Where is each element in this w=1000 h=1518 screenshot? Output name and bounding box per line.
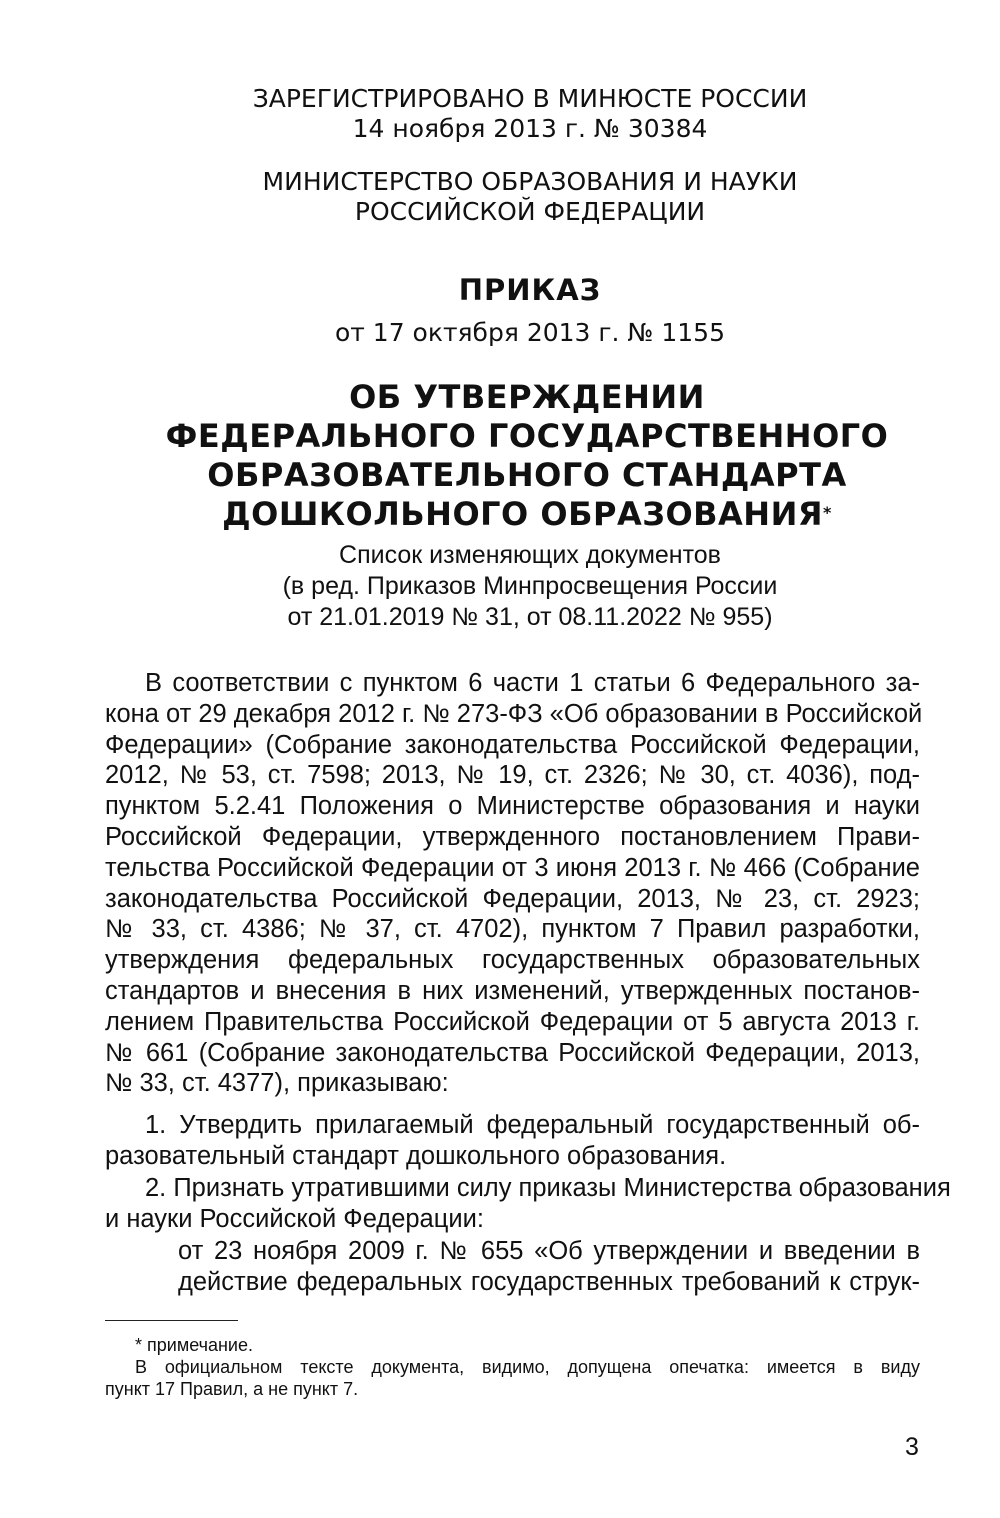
paragraph-line: № 661 (Собрание законодательства Российской Федерации, 2013, — [105, 1038, 920, 1067]
paragraph-line: кона от 29 декабря 2012 г. № 273-ФЗ «Об образовании в Российской — [105, 699, 923, 728]
paragraph-line: № 33, ст. 4377), приказываю: — [105, 1069, 449, 1098]
paragraph-line: утверждения федеральных государственных образовательных — [105, 946, 920, 975]
footnote-label: * примечание. — [135, 1335, 254, 1355]
changes-heading: Список изменяющих документов — [339, 541, 721, 569]
registration-number: 14 ноября 2013 г. № 30384 — [352, 114, 708, 143]
changes-list — [30, 540, 1000, 633]
changes-line: (в ред. Приказов Минпросвещения России — [282, 572, 778, 600]
footnote-divider — [105, 1320, 238, 1321]
order-item-2 — [105, 1173, 951, 1235]
item-line: действие федеральных государственных требований к струк- — [178, 1267, 920, 1296]
document-title — [27, 378, 1000, 534]
item-line: разовательный стандарт дошкольного образования. — [105, 1141, 727, 1170]
ministry-name — [30, 167, 1000, 227]
paragraph-line: лением Правительства Российской Федерации от 5 августа 2013 г. — [105, 1007, 920, 1036]
ministry-line: РОССИЙСКОЙ ФЕДЕРАЦИИ — [354, 197, 706, 226]
paragraph-line: Федерации» (Собрание законодательства Российской Федерации, — [105, 730, 920, 759]
paragraph-line: 2012, № 53, ст. 7598; 2013, № 19, ст. 2326; № 30, ст. 4036), под- — [105, 761, 920, 790]
order-date: от 17 октября 2013 г. № 1155 — [334, 318, 725, 347]
changes-line: от 21.01.2019 № 31, от 08.11.2022 № 955) — [287, 603, 773, 631]
title-line: ОБ УТВЕРЖДЕНИИ — [349, 378, 705, 416]
footnote-line: пункт 17 Правил, а не пункт 7. — [105, 1379, 359, 1399]
registration-stamp — [30, 84, 1000, 144]
paragraph-line: № 33, ст. 4386; № 37, ст. 4702), пунктом 7 Правил разработки, — [105, 915, 920, 944]
ministry-line: МИНИСТЕРСТВО ОБРАЗОВАНИЯ И НАУКИ — [262, 167, 798, 196]
paragraph-line: законодательства Российской Федерации, 2013, № 23, ст. 2923; — [105, 884, 920, 913]
item-line: 1. Утвердить прилагаемый федеральный государственный об- — [145, 1111, 920, 1139]
item-line: и науки Российской Федерации: — [105, 1204, 484, 1233]
order-item-2-subitem — [178, 1236, 920, 1298]
title-line: ДОШКОЛЬНОГО ОБРАЗОВАНИЯ — [222, 495, 823, 533]
title-line: ФЕДЕРАЛЬНОГО ГОСУДАРСТВЕННОГО — [165, 417, 889, 455]
registration-line: ЗАРЕГИСТРИРОВАНО В МИНЮСТЕ РОССИИ — [252, 84, 808, 113]
item-line: 2. Признать утратившими силу приказы Министерства образования — [145, 1174, 951, 1202]
paragraph-line: Российской Федерации, утвержденного постановлением Прави- — [105, 822, 920, 851]
paragraph-line: тельства Российской Федерации от 3 июня 2013 г. № 466 (Собрание — [105, 853, 920, 882]
page-number: 3 — [905, 1433, 919, 1461]
paragraph-line: пунктом 5.2.41 Положения о Министерстве образования и науки — [105, 792, 920, 821]
footnote-text — [105, 1356, 920, 1400]
footnote-line: В официальном тексте документа, видимо, допущена опечатка: имеется в виду — [135, 1357, 920, 1377]
order-title: ПРИКАЗ — [458, 273, 602, 307]
footnote-mark: * — [823, 503, 832, 522]
paragraph-line: стандартов и внесения в них изменений, утвержденных постанов- — [105, 976, 920, 1005]
main-paragraph — [105, 668, 923, 1099]
title-line: ОБРАЗОВАТЕЛЬНОГО СТАНДАРТА — [207, 456, 847, 494]
order-item-1 — [105, 1110, 920, 1172]
title-line-with-mark — [27, 495, 1000, 534]
item-line: от 23 ноября 2009 г. № 655 «Об утверждении и введении в — [178, 1237, 920, 1265]
paragraph-line: В соответствии с пунктом 6 части 1 статьи 6 Федерального за- — [145, 669, 920, 697]
